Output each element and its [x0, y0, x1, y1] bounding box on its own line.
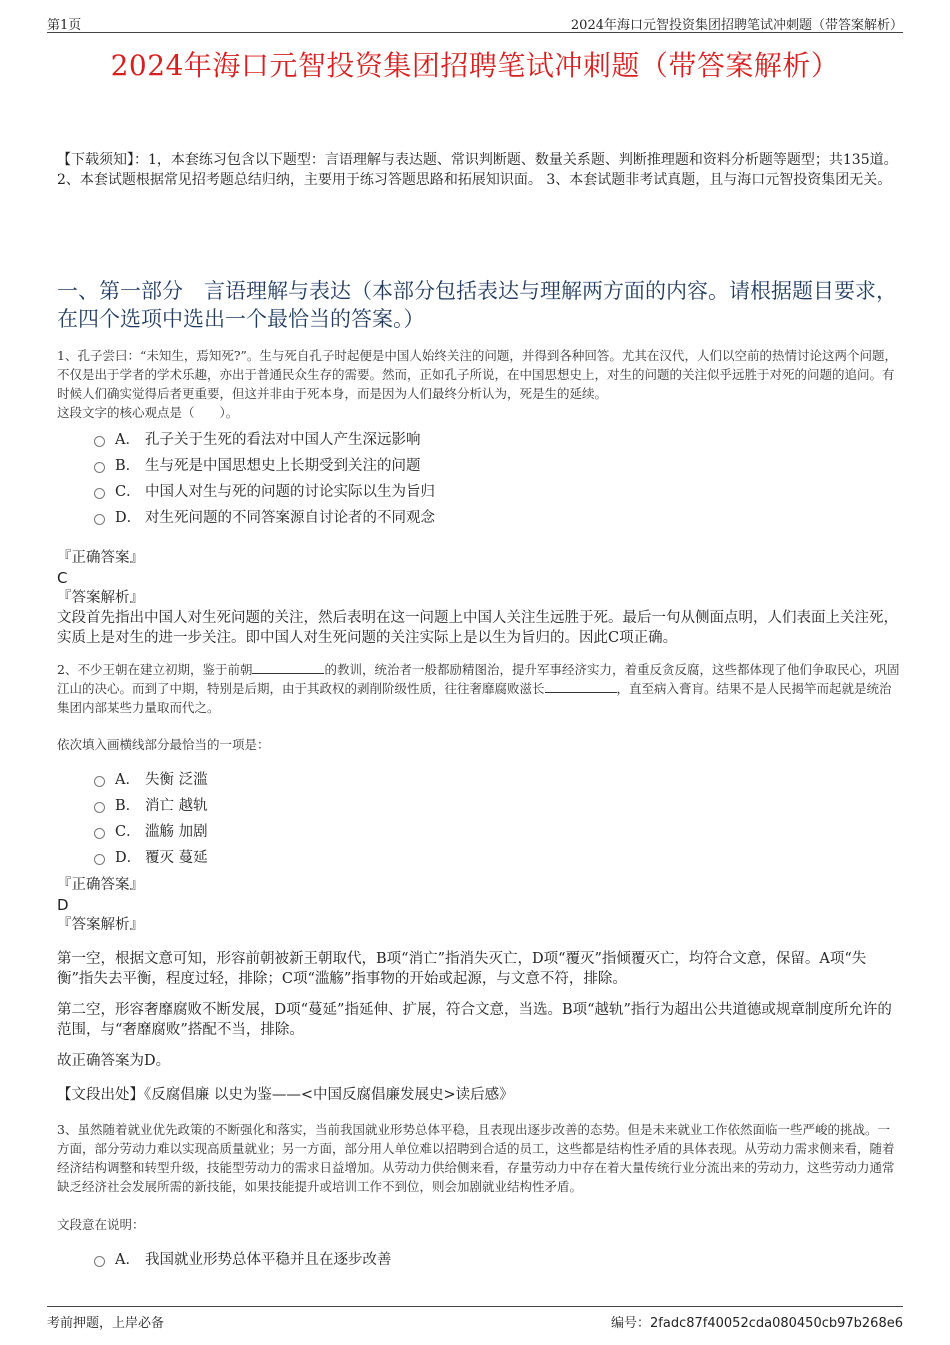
analysis-label: 『答案解析』 [57, 590, 144, 606]
radio-icon[interactable] [94, 802, 105, 813]
question-1-answer-block [57, 548, 900, 648]
analysis-paragraph-3: 故正确答案为D。 [57, 1053, 171, 1069]
page-number: 第1页 [47, 18, 82, 33]
answer-label: 『正确答案』 [57, 550, 144, 566]
question-2-options [94, 765, 208, 869]
footer-doc-id: 编号：2fadc87f40052cda080450cb97b268e6 [611, 1316, 903, 1331]
footer-slogan: 考前押题，上岸必备 [47, 1316, 165, 1331]
page-header [47, 12, 903, 33]
section-heading: 一、第一部分 言语理解与表达（本部分包括表达与理解两方面的内容。请根据题目要求，在四个选项中选出一个最恰当的答案。） [57, 279, 897, 331]
text-source: 【文段出处】《反腐倡廉 以史为鉴——<中国反腐倡廉发展史>读后感》 [57, 1087, 514, 1103]
option-d[interactable]: D． 覆灭 蔓延 [94, 843, 208, 869]
option-d[interactable]: D． 对生死问题的不同答案源自讨论者的不同观念 [94, 503, 435, 529]
question-2-prompt: 依次填入画横线部分最恰当的一项是： [57, 737, 270, 752]
option-c[interactable]: C． 滥觞 加剧 [94, 817, 208, 843]
option-a[interactable]: A． 失衡 泛滥 [94, 765, 208, 791]
question-2-answer-block [57, 875, 900, 935]
radio-icon[interactable] [94, 776, 105, 787]
radio-icon[interactable] [94, 828, 105, 839]
option-a[interactable]: A． 孔子关于生死的看法对中国人产生深远影响 [94, 425, 435, 451]
analysis-paragraph-1: 第一空，根据文意可知，形容前朝被新王朝取代，B项“消亡”指消失灭亡，D项“覆灭”指倾覆灭亡，均符合文意，保留。A项“失衡”指失去平衡，程度过轻，排除；C项“滥觞”指事物的开始或起源，与文意不符，排除。 [57, 951, 867, 987]
answer-label: 『正确答案』 [57, 877, 144, 893]
correct-answer: D [57, 896, 69, 914]
download-notice: 【下载须知】：1，本套练习包含以下题型：言语理解与表达题、常识判断题、数量关系题、判断推理题和资料分析题等题型；共135道。 2、本套试题根据常见招考题总结归纳，主要用于练习答题思路和拓展知识面。 3、本套试题非考试真题，且与海口元智投资集团无关。 [57, 152, 898, 188]
page-footer [47, 1306, 903, 1329]
fill-blank-1[interactable] [252, 661, 324, 674]
question-2-stem: 2、不少王朝在建立初期，鉴于前朝 的教训，统治者一般都励精图治，提升军事经济实力，着重反贪反腐，这些都体现了他们争取民心，巩固江山的决心。而到了中期，特别是后期，由于其政权的剥削阶级性质，往往奢靡腐败滋长 ，直至病入膏肓。结果不是人民揭竿而起就是统治集团内部某些力量取而代之。 [57, 662, 900, 715]
question-1-stem: 1、孔子尝曰：“未知生，焉知死?”。生与死自孔子时起便是中国人始终关注的问题，并得到各种回答。尤其在汉代，人们以空前的热情讨论这两个问题，不仅是出于学者的学术乐趣，亦出于普通民众生存的需要。然而，正如孔子所说，在中国思想史上，对生的问题的关注似乎远胜于对死的问题的追问。有时候人们确实觉得后者更重要，但这并非由于死本身，而是因为人们最终分析认为，死是生的延续。 这段文字的核心观点是（ ）。 [57, 346, 900, 422]
question-1-options [94, 425, 435, 529]
option-b[interactable]: B． 生与死是中国思想史上长期受到关注的问题 [94, 451, 435, 477]
analysis-text: 文段首先指出中国人对生死问题的关注，然后表明在这一问题上中国人关注生远胜于死。最后一句从侧面点明，人们表面上关注死，实质上是对生的进一步关注。即中国人对生死问题的关注实际上是以生为旨归的。因此C项正确。 [57, 610, 898, 646]
question-3-stem: 3、虽然随着就业优先政策的不断强化和落实，当前我国就业形势总体平稳，且表现出逐步改善的态势。但是未来就业工作依然面临一些严峻的挑战。一方面，部分劳动力难以实现高质量就业；另一方面，部分用人单位难以招聘到合适的员工，这些都是结构性矛盾的具体表现。从劳动力需求侧来看，随着经济结构调整和转型升级，技能型劳动力的需求日益增加。从劳动力供给侧来看，存量劳动力中存在着大量传统行业分流出来的劳动力，这些劳动力通常缺乏经济社会发展所需的新技能，如果技能提升或培训工作不到位，则会加剧就业结构性矛盾。 [57, 1122, 895, 1194]
question-3-options [94, 1245, 392, 1271]
option-a[interactable]: A． 我国就业形势总体平稳并且在逐步改善 [94, 1245, 392, 1271]
option-c[interactable]: C． 中国人对生与死的问题的讨论实际以生为旨归 [94, 477, 435, 503]
radio-icon[interactable] [94, 854, 105, 865]
header-doc-title: 2024年海口元智投资集团招聘笔试冲刺题（带答案解析） [570, 18, 903, 33]
radio-icon[interactable] [94, 1256, 105, 1267]
radio-icon[interactable] [94, 514, 105, 525]
analysis-paragraph-2: 第二空，形容奢靡腐败不断发展，D项“蔓延”指延伸、扩展，符合文意，当选。B项“越轨”指行为超出公共道德或规章制度所允许的范围，与“奢靡腐败”搭配不当，排除。 [57, 1002, 892, 1038]
question-1-prompt: 这段文字的核心观点是（ ）。 [57, 405, 239, 420]
page-title: 2024年海口元智投资集团招聘笔试冲刺题（带答案解析） [110, 49, 840, 82]
radio-icon[interactable] [94, 488, 105, 499]
analysis-label: 『答案解析』 [57, 917, 144, 933]
radio-icon[interactable] [94, 436, 105, 447]
option-b[interactable]: B． 消亡 越轨 [94, 791, 208, 817]
correct-answer: C [57, 569, 68, 587]
radio-icon[interactable] [94, 462, 105, 473]
fill-blank-2[interactable] [545, 680, 617, 693]
question-3-prompt: 文段意在说明： [57, 1217, 145, 1232]
